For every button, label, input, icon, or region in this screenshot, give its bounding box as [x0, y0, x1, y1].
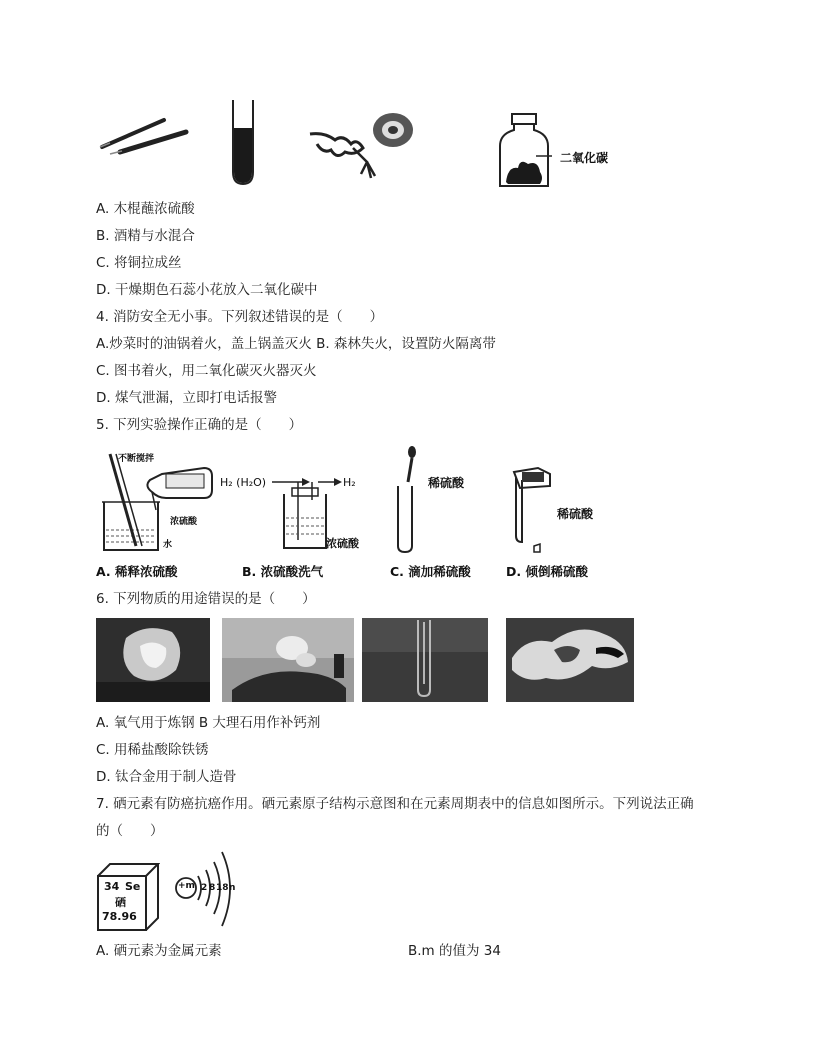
dilute-acid-label-d: 稀硫酸: [557, 507, 594, 521]
stir-label: 不断搅拌: [118, 454, 155, 464]
shell-3-electrons: 18: [216, 883, 229, 893]
element-number: 34: [104, 880, 120, 893]
q3-option-d: D. 干燥期色石蕊小花放入二氧化碳中: [96, 282, 318, 298]
q4-stem: 4. 消防安全无小事。下列叙述错误的是（ ）: [96, 309, 384, 325]
artificial-bone-photo: [506, 618, 634, 702]
q6-option-d: D. 钛合金用于制人造骨: [96, 769, 237, 785]
q4-options-ab: A.炒菜时的油锅着火，盖上锅盖灭火 B. 森林失火，设置防火隔离带: [96, 336, 496, 352]
dilute-acid-label-c: 稀硫酸: [428, 476, 465, 490]
element-mass: 78.96: [102, 910, 137, 923]
q5-caption-b: B. 浓硫酸洗气: [242, 564, 324, 579]
marble-tablet-photo: [222, 618, 354, 702]
gas-in-label: H₂ (H₂O): [220, 476, 267, 489]
q7-stem-line1: 7. 硒元素有防癌抗癌作用。硒元素原子结构示意图和在元素周期表中的信息如图所示。下列说法正确: [96, 796, 694, 812]
q7-option-a: A. 硒元素为金属元素: [96, 943, 222, 959]
atom-nucleus-charge: +m: [178, 881, 195, 891]
q3-option-b: B. 酒精与水混合: [96, 228, 195, 244]
test-tube-illustration: [226, 98, 260, 188]
q7-option-b: B.m 的值为 34: [408, 943, 501, 959]
q3-option-c: C. 将铜拉成丝: [96, 255, 182, 271]
pouring-illustration: [500, 466, 560, 558]
co2-label: 二氧化碳: [560, 151, 609, 165]
dilution-illustration: [96, 446, 226, 558]
q7-stem-line2: 的（ ）: [96, 823, 164, 839]
wash-acid-label: 浓硫酸: [326, 537, 359, 550]
q4-option-c: C. 图书着火，用二氧化碳灭火器灭火: [96, 363, 317, 379]
q4-option-d: D. 煤气泄漏，立即打电话报警: [96, 390, 277, 406]
q6-option-c: C. 用稀盐酸除铁锈: [96, 742, 209, 758]
glass-rods-illustration: [96, 112, 196, 157]
shell-1-electrons: 2: [201, 883, 208, 893]
q5-stem: 5. 下列实验操作正确的是（ ）: [96, 417, 303, 433]
dropper-illustration: [392, 444, 432, 556]
water-label: 水: [163, 540, 173, 550]
shell-4-electrons: n: [229, 883, 236, 893]
element-name: 硒: [115, 896, 126, 909]
q5-caption-d: D. 倾倒稀硫酸: [506, 564, 588, 579]
conc-acid-label: 浓硫酸: [170, 517, 198, 527]
q3-option-a: A. 木棍蘸浓硫酸: [96, 201, 195, 217]
gas-out-label: H₂: [343, 476, 356, 489]
q6-stem: 6. 下列物质的用途错误的是（ ）: [96, 591, 316, 607]
steelmaking-photo: [96, 618, 210, 702]
rust-removal-photo: [362, 618, 488, 702]
co2-jar-illustration: [496, 112, 556, 192]
q5-caption-a: A. 稀释浓硫酸: [96, 564, 178, 579]
element-symbol: Se: [125, 880, 141, 893]
shell-2-electrons: 8: [209, 883, 216, 893]
q5-caption-c: C. 滴加稀硫酸: [390, 564, 471, 579]
q6-options-ab: A. 氧气用于炼钢 B 大理石用作补钙剂: [96, 715, 321, 731]
copper-wire-illustration: [305, 104, 420, 189]
